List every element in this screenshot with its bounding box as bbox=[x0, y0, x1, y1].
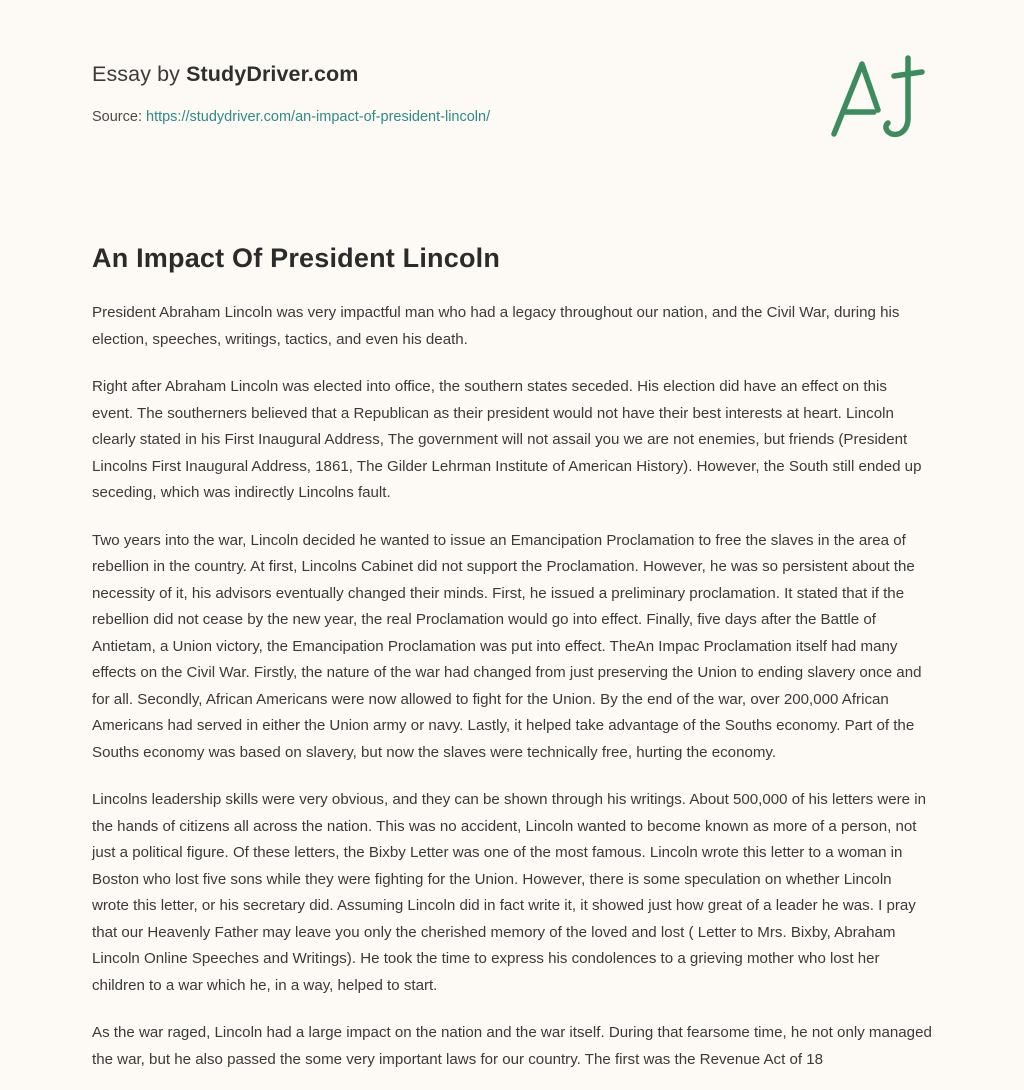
paragraph: As the war raged, Lincoln had a large impact on the nation and the war itself. During that fearsome time, he not only managed the war, but he also passed the some very important laws for our country. The first was the Revenue Act of 18 bbox=[92, 1024, 932, 1068]
source-link[interactable]: https://studydriver.com/an-impact-of-president-lincoln/ bbox=[146, 109, 491, 125]
paragraph: Lincolns leadership skills were very obvious, and they can be shown through his writings. About 500,000 of his letters were in the hands of citizens all across the nation. This was no accident, Lincoln wanted to become known as more of a person, not just a political figure. Of these letters, the Bixby Letter was one of the most famous. Lincoln wrote this letter to a woman in Boston who lost five sons while they were fighting for the Union. However, there is some speculation on whether Lincoln wrote this letter, or his secretary did. Assuming Lincoln did in fact write it, it showed just how great of a leader he was. I pray that our Heavenly Father may leave you only the cherished memory of the loved and lost ( Letter to Mrs. Bixby, Abraham Lincoln Online Speeches and Writings). He took the time to express his condolences to a grieving mother who lost her children to a war which he, in a way, helped to start. bbox=[92, 791, 926, 994]
source-label: Source: bbox=[92, 109, 146, 125]
byline-prefix: Essay by bbox=[92, 62, 187, 86]
page-title: An Impact Of President Lincoln bbox=[92, 243, 501, 273]
paragraph: President Abraham Lincoln was very impactful man who had a legacy throughout our nation, and the Civil War, during his election, speeches, writings, tactics, and even his death. bbox=[92, 304, 900, 348]
paragraph: Right after Abraham Lincoln was elected into office, the southern states seceded. His election did have an effect on this event. The southerners believed that a Republican as their president would not have their best interests at heart. Lincoln clearly stated in his First Inaugural Address, The government will not assail you we are not enemies, but friends (President Lincolns First Inaugural Address, 1861, The Gilder Lehrman Institute of American History). However, the South still ended up seceding, which was indirectly Lincolns fault. bbox=[92, 378, 922, 501]
brand-name: StudyDriver.com bbox=[186, 62, 359, 86]
studydriver-monogram-icon bbox=[822, 48, 932, 148]
essay-body bbox=[92, 300, 932, 1073]
byline bbox=[92, 62, 932, 87]
page-header bbox=[0, 0, 1024, 125]
source-line bbox=[92, 109, 932, 125]
paragraph: Two years into the war, Lincoln decided he wanted to issue an Emancipation Proclamation to free the slaves in the area of rebellion in the country. At first, Lincolns Cabinet did not support the Proclamation. However, he was so persistent about the necessity of it, his advisors eventually changed their minds. First, he issued a preliminary proclamation. It stated that if the rebellion did not cease by the new year, the real Proclamation would go into effect. Finally, five days after the Battle of Antietam, a Union victory, the Emancipation Proclamation was put into effect. TheAn Impac Proclamation itself had many effects on the Civil War. Firstly, the nature of the war had changed from just preserving the Union to ending slavery once and for all. Secondly, African Americans were now allowed to fight for the Union. By the end of the war, over 200,000 African Americans had served in either the Union army or navy. Lastly, it helped take advantage of the Souths economy. Part of the Souths economy was based on slavery, but now the slaves were technically free, hurting the economy. bbox=[92, 531, 922, 761]
